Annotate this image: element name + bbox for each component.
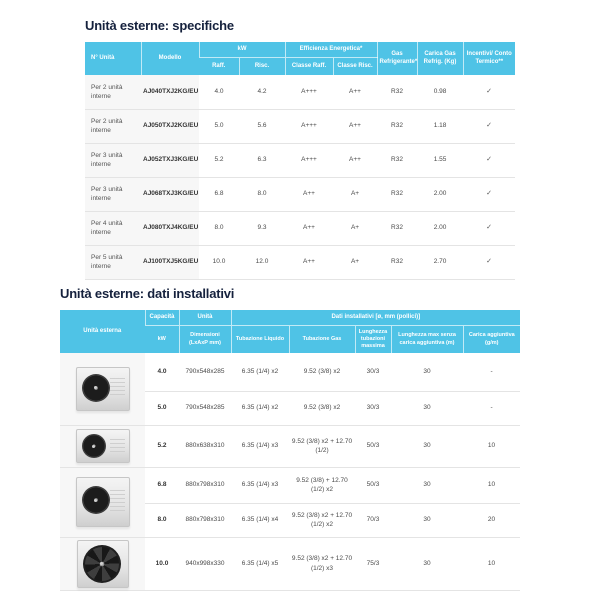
spec-cell-classe-raff: A++ <box>285 177 333 211</box>
spec-cell-classe-risc: A+ <box>333 245 377 279</box>
col-header-gas: Gas Refrigerante* <box>377 42 417 75</box>
col-header-carica: Carica Gas Refrig. (Kg) <box>417 42 463 75</box>
install-cell-tubazione-gas: 9.52 (3/8) x2 <box>289 391 355 425</box>
spec-cell-classe-raff: A+++ <box>285 109 333 143</box>
install-cell-lunghezza-senza-carica: 30 <box>391 425 463 467</box>
spec-cell-incentivi: ✓ <box>463 245 515 279</box>
install-table-row <box>60 467 520 503</box>
spec-section <box>85 18 515 280</box>
fan-icon <box>82 374 110 402</box>
install-cell-tubazione-liquido: 6.35 (1/4) x3 <box>231 425 289 467</box>
spec-table-row <box>85 109 515 143</box>
spec-cell-risc: 9.3 <box>239 211 285 245</box>
col-header-dimensioni: Dimensioni (LxAxP mm) <box>179 326 231 354</box>
spec-cell-risc: 5.6 <box>239 109 285 143</box>
spec-cell-gas: R32 <box>377 211 417 245</box>
spec-cell-gas: R32 <box>377 109 417 143</box>
spec-cell-carica: 2.00 <box>417 177 463 211</box>
col-group-unita: Unità <box>179 310 231 326</box>
spec-cell-classe-raff: A+++ <box>285 143 333 177</box>
outdoor-unit-940-image <box>60 537 145 590</box>
install-cell-capacita-kw: 10.0 <box>145 537 179 590</box>
spec-cell-carica: 1.18 <box>417 109 463 143</box>
install-cell-lunghezza-massima: 50/3 <box>355 467 391 503</box>
spec-cell-classe-risc: A++ <box>333 75 377 109</box>
spec-cell-incentivi: ✓ <box>463 211 515 245</box>
install-cell-lunghezza-massima: 70/3 <box>355 503 391 537</box>
install-cell-lunghezza-massima: 50/3 <box>355 425 391 467</box>
spec-cell-gas: R32 <box>377 245 417 279</box>
install-cell-dimensioni: 790x548x285 <box>179 353 231 391</box>
spec-table-row <box>85 177 515 211</box>
install-cell-tubazione-liquido: 6.35 (1/4) x2 <box>231 353 289 391</box>
install-cell-carica-aggiuntiva: 10 <box>463 425 520 467</box>
spec-table-row <box>85 211 515 245</box>
col-header-lunghezza-senza-carica: Lunghezza max senza carica aggiuntiva (m) <box>391 326 463 354</box>
spec-cell-n-unita: Per 2 unità interne <box>85 109 141 143</box>
install-cell-lunghezza-senza-carica: 30 <box>391 467 463 503</box>
col-header-classe-risc: Classe Risc. <box>333 58 377 76</box>
install-cell-dimensioni: 880x798x310 <box>179 467 231 503</box>
install-cell-dimensioni: 790x548x285 <box>179 391 231 425</box>
install-cell-lunghezza-senza-carica: 30 <box>391 353 463 391</box>
col-header-lunghezza-massima: Lunghezza tubazioni massima <box>355 326 391 354</box>
install-cell-capacita-kw: 6.8 <box>145 467 179 503</box>
spec-cell-raff: 4.0 <box>199 75 239 109</box>
spec-cell-classe-raff: A++ <box>285 211 333 245</box>
spec-cell-classe-risc: A++ <box>333 109 377 143</box>
spec-cell-modello: AJ040TXJ2KG/EU <box>141 75 199 109</box>
spec-cell-carica: 0.98 <box>417 75 463 109</box>
spec-cell-n-unita: Per 5 unità interne <box>85 245 141 279</box>
spec-table <box>85 42 515 280</box>
spec-cell-risc: 6.3 <box>239 143 285 177</box>
install-cell-capacita-kw: 4.0 <box>145 353 179 391</box>
spec-cell-modello: AJ050TXJ2KG/EU <box>141 109 199 143</box>
spec-cell-classe-raff: A++ <box>285 245 333 279</box>
col-header-unita-esterna: Unità esterna <box>60 310 145 353</box>
install-cell-lunghezza-massima: 75/3 <box>355 537 391 590</box>
outdoor-unit-880-798-image <box>60 467 145 537</box>
install-table-title: Unità esterne: dati installativi <box>60 286 235 301</box>
spec-cell-incentivi: ✓ <box>463 143 515 177</box>
install-cell-capacita-kw: 8.0 <box>145 503 179 537</box>
spec-cell-risc: 12.0 <box>239 245 285 279</box>
spec-cell-carica: 1.55 <box>417 143 463 177</box>
spec-table-row <box>85 75 515 109</box>
install-cell-tubazione-liquido: 6.35 (1/4) x2 <box>231 391 289 425</box>
install-cell-lunghezza-massima: 30/3 <box>355 391 391 425</box>
install-table-row <box>60 537 520 590</box>
install-cell-carica-aggiuntiva: - <box>463 353 520 391</box>
fan-icon <box>82 486 110 514</box>
spec-cell-modello: AJ052TXJ3KG/EU <box>141 143 199 177</box>
spec-table-row <box>85 143 515 177</box>
install-cell-lunghezza-senza-carica: 30 <box>391 537 463 590</box>
col-header-incentivi: Incentivi/ Conto Termico** <box>463 42 515 75</box>
spec-cell-raff: 5.2 <box>199 143 239 177</box>
install-cell-lunghezza-massima: 30/3 <box>355 353 391 391</box>
install-cell-tubazione-gas: 9.52 (3/8) x2 + 12.70 (1/2) <box>289 425 355 467</box>
spec-cell-modello: AJ068TXJ3KG/EU <box>141 177 199 211</box>
col-header-tubazione-gas: Tubazione Gas <box>289 326 355 354</box>
spec-cell-incentivi: ✓ <box>463 177 515 211</box>
install-cell-tubazione-liquido: 6.35 (1/4) x5 <box>231 537 289 590</box>
spec-cell-gas: R32 <box>377 75 417 109</box>
spec-cell-gas: R32 <box>377 177 417 211</box>
install-cell-carica-aggiuntiva: 20 <box>463 503 520 537</box>
col-header-modello: Modello <box>141 42 199 75</box>
col-header-n-unita: N° Unità <box>85 42 141 75</box>
col-header-kw: kW <box>145 326 179 354</box>
spec-cell-classe-risc: A++ <box>333 143 377 177</box>
install-table-row <box>60 425 520 467</box>
spec-cell-classe-risc: A+ <box>333 177 377 211</box>
col-header-classe-raff: Classe Raff. <box>285 58 333 76</box>
spec-cell-incentivi: ✓ <box>463 109 515 143</box>
install-cell-dimensioni: 880x798x310 <box>179 503 231 537</box>
fan-icon <box>83 545 121 583</box>
col-header-raff: Raff. <box>199 58 239 76</box>
install-cell-dimensioni: 880x638x310 <box>179 425 231 467</box>
spec-cell-n-unita: Per 3 unità interne <box>85 143 141 177</box>
install-cell-tubazione-liquido: 6.35 (1/4) x4 <box>231 503 289 537</box>
fan-icon <box>82 434 106 458</box>
install-section <box>60 286 520 591</box>
outdoor-unit-illustration <box>76 367 130 411</box>
spec-cell-raff: 5.0 <box>199 109 239 143</box>
spec-cell-modello: AJ080TXJ4KG/EU <box>141 211 199 245</box>
spec-cell-raff: 10.0 <box>199 245 239 279</box>
col-group-kw: kW <box>199 42 285 58</box>
spec-cell-carica: 2.00 <box>417 211 463 245</box>
spec-table-title: Unità esterne: specifiche <box>85 18 234 33</box>
install-cell-capacita-kw: 5.0 <box>145 391 179 425</box>
install-cell-tubazione-gas: 9.52 (3/8) + 12.70 (1/2) x2 <box>289 467 355 503</box>
spec-cell-modello: AJ100TXJ5KG/EU <box>141 245 199 279</box>
spec-cell-n-unita: Per 4 unità interne <box>85 211 141 245</box>
col-group-dati-installativi: Dati installativi [ø, mm (pollici)] <box>231 310 520 326</box>
install-cell-tubazione-gas: 9.52 (3/8) x2 + 12.70 (1/2) x3 <box>289 537 355 590</box>
outdoor-unit-880-638-image <box>60 425 145 467</box>
col-header-risc: Risc. <box>239 58 285 76</box>
spec-cell-n-unita: Per 3 unità interne <box>85 177 141 211</box>
install-cell-lunghezza-senza-carica: 30 <box>391 391 463 425</box>
spec-cell-carica: 2.70 <box>417 245 463 279</box>
install-cell-tubazione-gas: 9.52 (3/8) x2 + 12.70 (1/2) x2 <box>289 503 355 537</box>
install-cell-dimensioni: 940x998x330 <box>179 537 231 590</box>
install-cell-lunghezza-senza-carica: 30 <box>391 503 463 537</box>
spec-cell-n-unita: Per 2 unità interne <box>85 75 141 109</box>
spec-cell-raff: 8.0 <box>199 211 239 245</box>
install-cell-carica-aggiuntiva: - <box>463 391 520 425</box>
outdoor-unit-illustration <box>77 540 129 588</box>
spec-cell-classe-risc: A+ <box>333 211 377 245</box>
install-cell-tubazione-gas: 9.52 (3/8) x2 <box>289 353 355 391</box>
col-group-efficienza: Efficienza Energetica* <box>285 42 377 58</box>
spec-cell-raff: 6.8 <box>199 177 239 211</box>
col-group-capacita: Capacità <box>145 310 179 326</box>
install-cell-carica-aggiuntiva: 10 <box>463 467 520 503</box>
spec-table-row <box>85 245 515 279</box>
spec-cell-gas: R32 <box>377 143 417 177</box>
install-cell-capacita-kw: 5.2 <box>145 425 179 467</box>
outdoor-unit-790-image <box>60 353 145 425</box>
outdoor-unit-illustration <box>76 429 130 463</box>
spec-cell-incentivi: ✓ <box>463 75 515 109</box>
install-cell-tubazione-liquido: 6.35 (1/4) x3 <box>231 467 289 503</box>
install-table <box>60 310 520 591</box>
col-header-tubazione-liquido: Tubazione Liquido <box>231 326 289 354</box>
spec-cell-risc: 8.0 <box>239 177 285 211</box>
outdoor-unit-illustration <box>76 477 130 527</box>
spec-cell-risc: 4.2 <box>239 75 285 109</box>
install-cell-carica-aggiuntiva: 10 <box>463 537 520 590</box>
spec-cell-classe-raff: A+++ <box>285 75 333 109</box>
install-table-row <box>60 353 520 391</box>
col-header-carica-aggiuntiva: Carica aggiuntiva (g/m) <box>463 326 520 354</box>
